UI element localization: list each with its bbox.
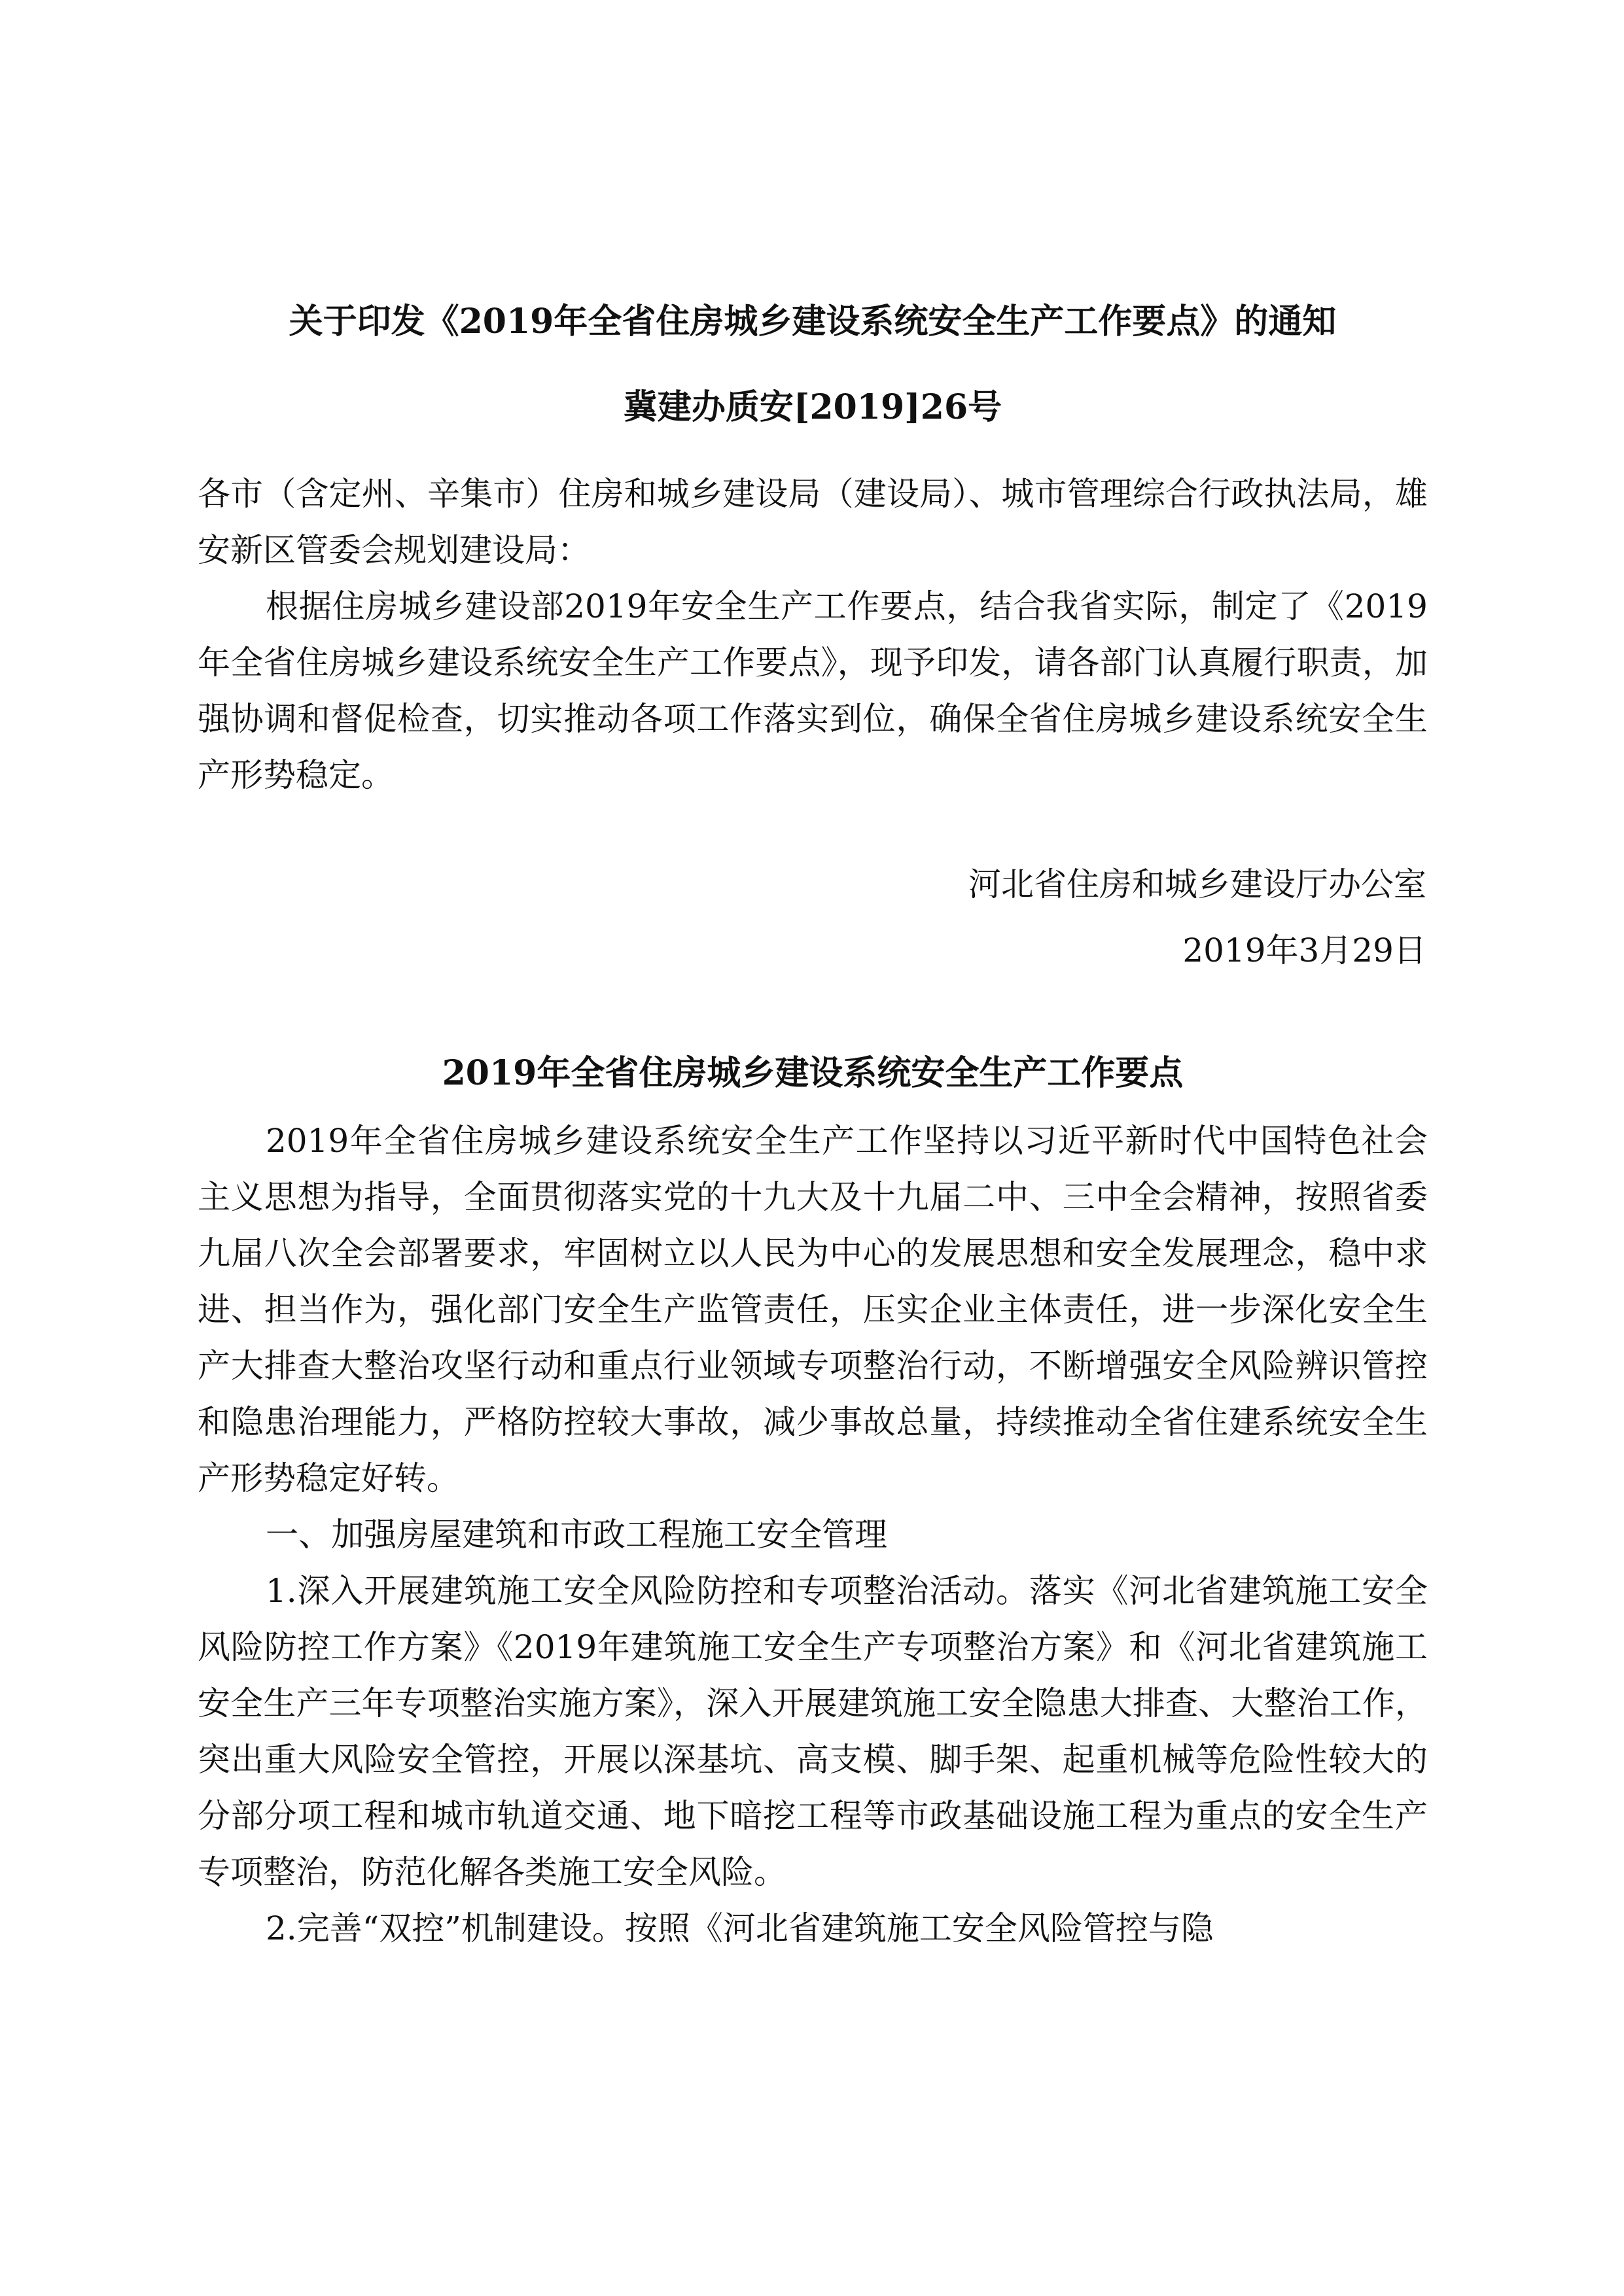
notice-addressee-block (198, 466, 1428, 578)
document-number: 冀建办质安[2019]26号 (623, 387, 1002, 427)
notice-title: 关于印发《2019年全省住房城乡建设系统安全生产工作要点》的通知 (289, 302, 1337, 341)
attachment-body (198, 1113, 1428, 1957)
notice-body: 根据住房城乡建设部2019年安全生产工作要点，结合我省实际，制定了《2019年全省住房城乡建设系统安全生产工作要点》，现予印发，请各部门认真履行职责，加强协调和督促检查，切实推动各项工作落实到位，确保全省住房城乡建设系统安全生产形势稳定。 (198, 587, 1428, 794)
item-paragraph-2: 2.完善“双控”机制建设。按照《河北省建筑施工安全风险管控与隐 (266, 1909, 1214, 1947)
intro-paragraph: 2019年全省住房城乡建设系统安全生产工作坚持以习近平新时代中国特色社会主义思想为指导，全面贯彻落实党的十九大及十九届二中、三中全会精神，按照省委九届八次全会部署要求，牢固树立以人民为中心的发展思想和安全发展理念，稳中求进、担当作为，强化部门安全生产监管责任，压实企业主体责任，进一步深化安全生产大排查大整治攻坚行动和重点行业领域专项整治行动，不断增强安全风险辨识管控和隐患治理能力，严格防控较大事故，减少事故总量，持续推动全省住建系统安全生产形势稳定好转。 (198, 1122, 1428, 1497)
addressee: 各市（含定州、辛集市）住房和城乡建设局（建设局）、城市管理综合行政执法局，雄安新区管委会规划建设局： (198, 475, 1428, 569)
attachment-title: 2019年全省住房城乡建设系统安全生产工作要点 (442, 1053, 1184, 1093)
issue-date: 2019年3月29日 (1182, 931, 1426, 969)
section-heading: 一、加强房屋建筑和市政工程施工安全管理 (266, 1516, 887, 1554)
notice-body-block (198, 578, 1428, 803)
issuer: 河北省住房和城乡建设厅办公室 (968, 865, 1426, 903)
item-paragraph-1: 1.深入开展建筑施工安全风险防控和专项整治活动。落实《河北省建筑施工安全风险防控工作方案》《2019年建筑施工安全生产专项整治方案》和《河北省建筑施工安全生产三年专项整治实施方案》，深入开展建筑施工安全隐患大排查、大整治工作，突出重大风险安全管控，开展以深基坑、高支模、脚手架、起重机械等危险性较大的分部分项工程和城市轨道交通、地下暗挖工程等市政基础设施工程为重点的安全生产专项整治，防范化解各类施工安全风险。 (198, 1572, 1428, 1891)
